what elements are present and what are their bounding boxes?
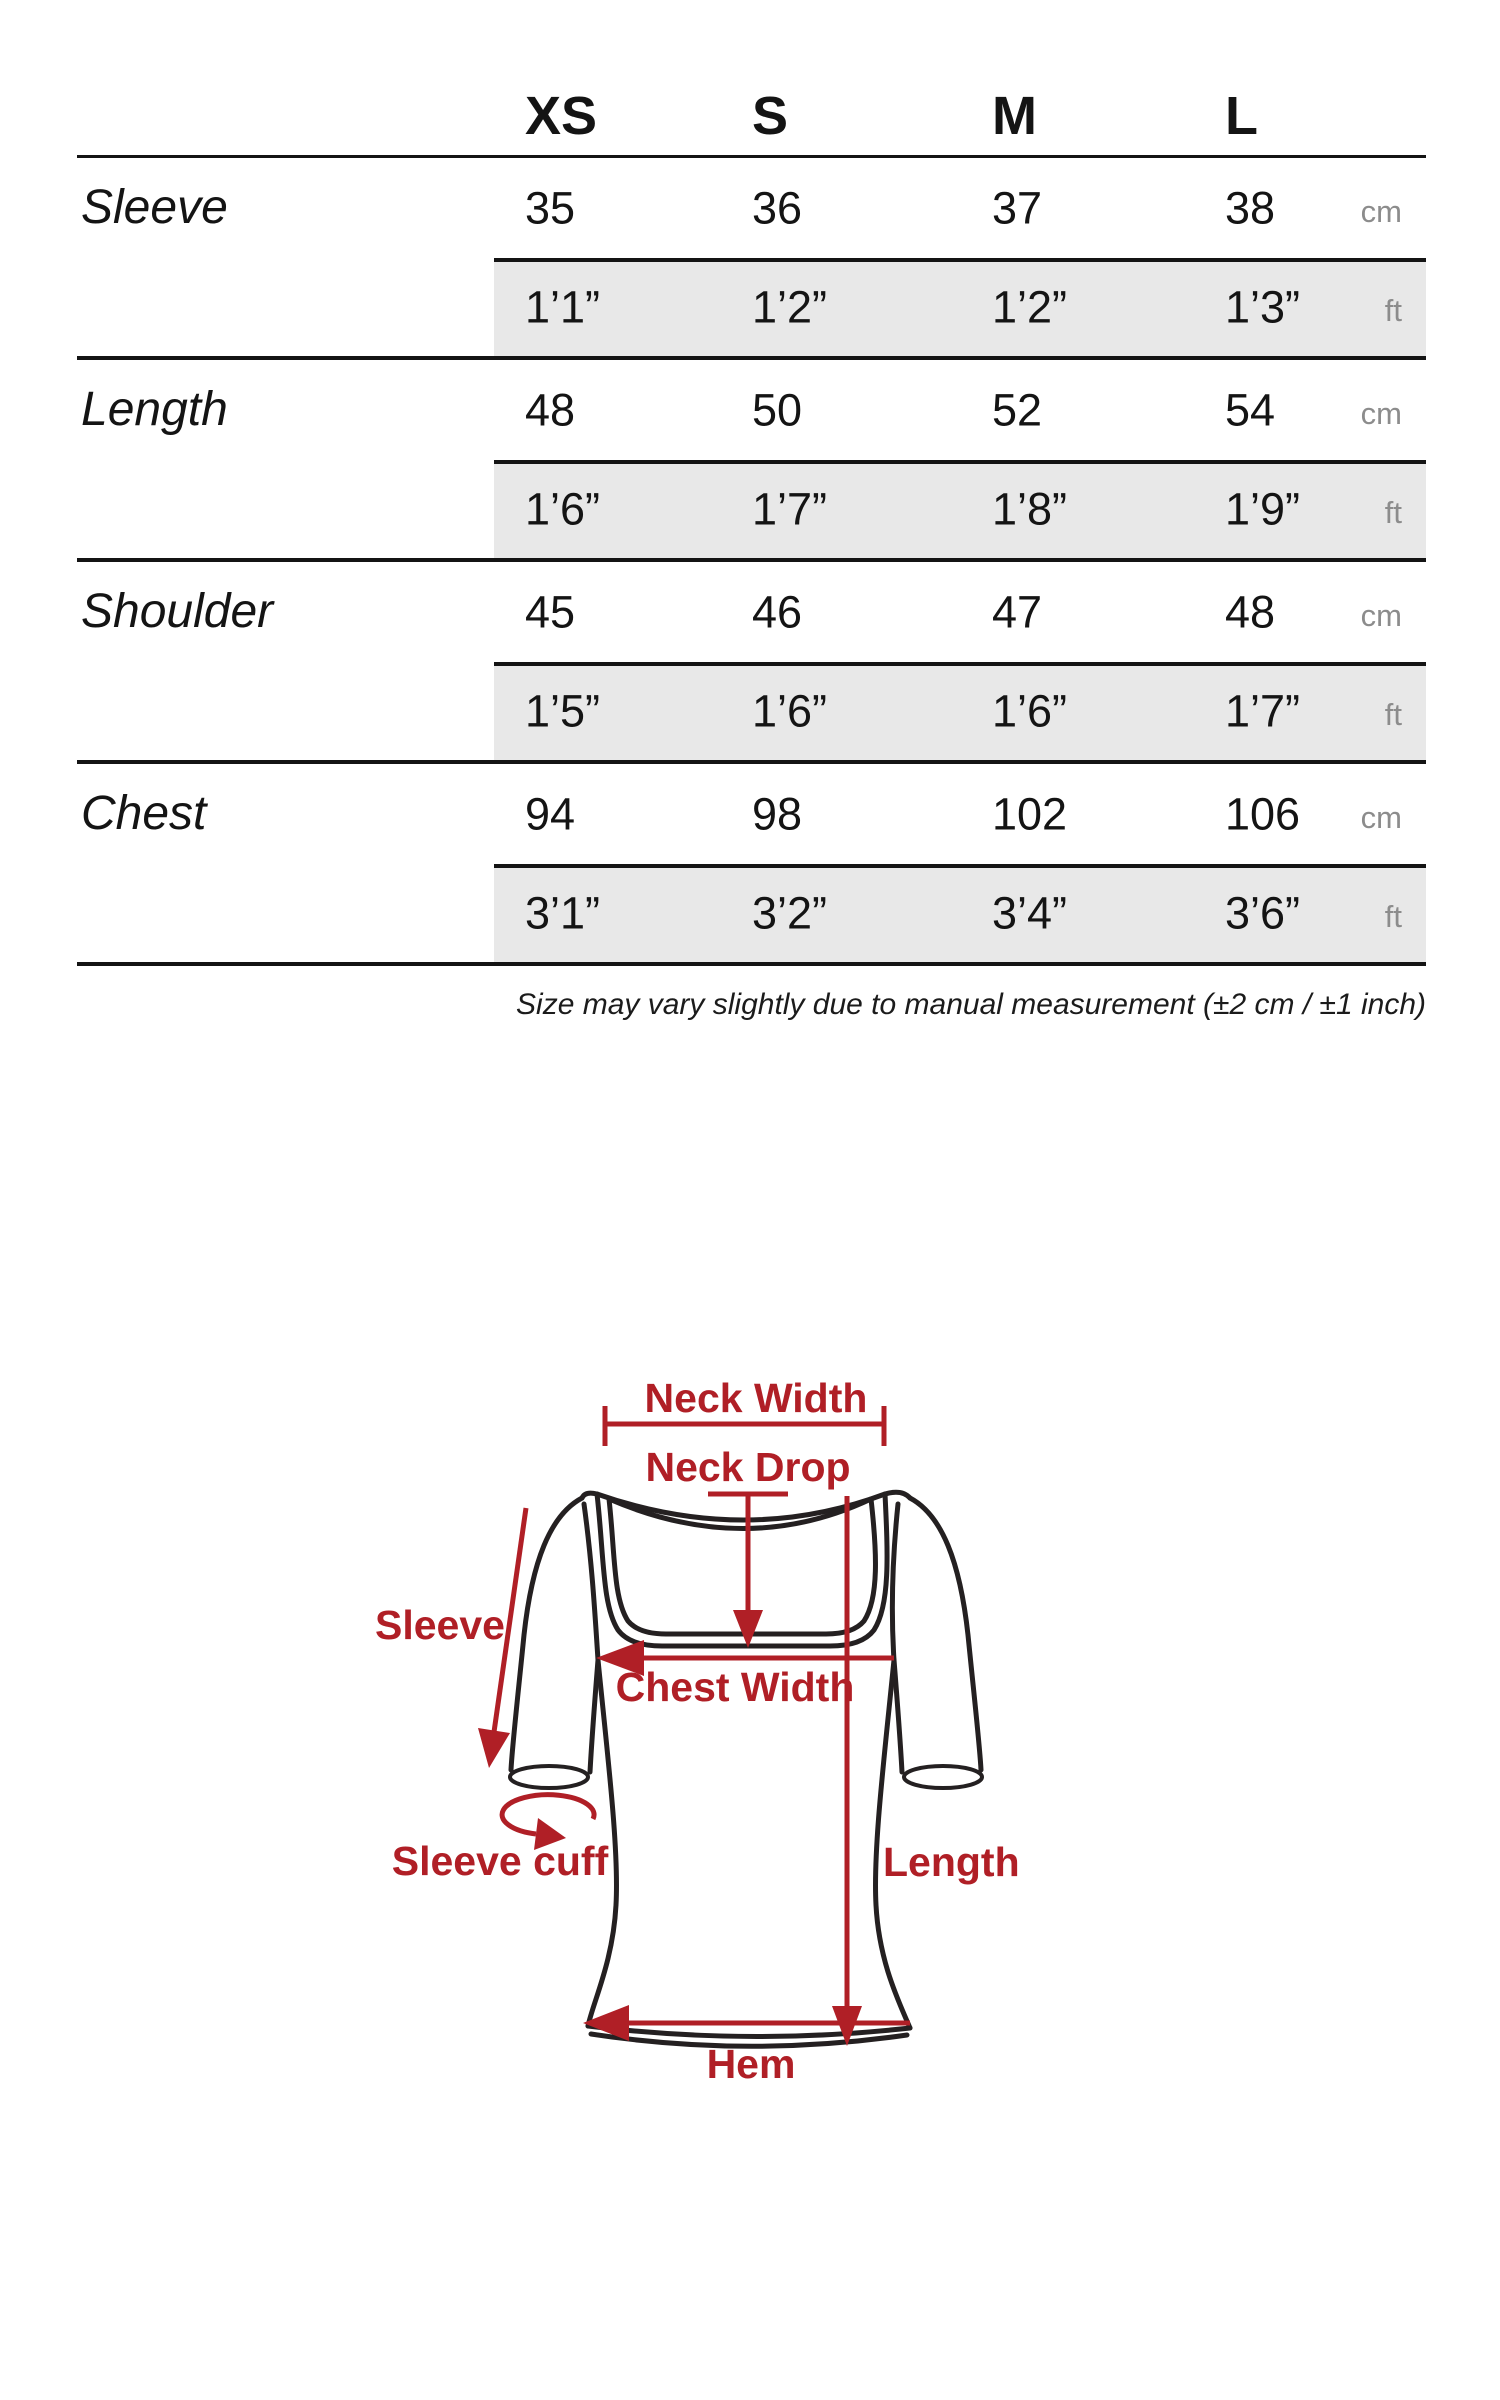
size-table (77, 0, 1426, 1023)
cell-length-ft-s: 1’7” (752, 483, 828, 535)
hem-curve-outer (588, 2026, 910, 2037)
unit-label-ft: ft (1384, 899, 1402, 935)
cell-sleeve-cm-l: 38 (1225, 182, 1276, 234)
cell-chest-cm-m: 102 (992, 788, 1068, 840)
unit-label-ft: ft (1384, 293, 1402, 329)
cell-length-cm-xs: 48 (525, 384, 576, 436)
cell-length-cm-m: 52 (992, 384, 1043, 436)
row-label-shoulder: Shoulder (81, 585, 274, 638)
cell-chest-ft-m: 3’4” (992, 887, 1068, 939)
cell-chest-ft-l: 3’6” (1225, 887, 1301, 939)
right-armhole-seam (892, 1504, 898, 1660)
unit-label-cm: cm (1360, 598, 1402, 634)
row-shoulder-ft (77, 662, 1426, 764)
sleeve-label: Sleeve (375, 1602, 505, 1648)
hem-label: Hem (706, 2041, 796, 2087)
cell-sleeve-ft-m: 1’2” (992, 281, 1068, 333)
size-col-header-m: M (992, 86, 1037, 146)
right-sleeve-outer (910, 1498, 981, 1770)
row-length-cm (77, 360, 1426, 460)
cell-shoulder-ft-s: 1’6” (752, 685, 828, 737)
row-sleeve-cm (77, 158, 1426, 258)
measurement-labels (375, 1375, 1020, 2087)
back-neck-inner (609, 1499, 871, 1529)
cell-sleeve-ft-l: 1’3” (1225, 281, 1301, 333)
cell-sleeve-cm-m: 37 (992, 182, 1043, 234)
cell-shoulder-cm-m: 47 (992, 586, 1043, 638)
size-col-header-xs: XS (525, 86, 598, 146)
measurement-note: Size may vary slightly due to manual measurement (±2 cm / ±1 inch) (516, 988, 1426, 1021)
size-col-header-s: S (752, 86, 789, 146)
cell-sleeve-cm-s: 36 (752, 182, 803, 234)
cell-shoulder-cm-xs: 45 (525, 586, 576, 638)
unit-label-cm: cm (1360, 800, 1402, 836)
cell-chest-cm-xs: 94 (525, 788, 576, 840)
cell-chest-cm-l: 106 (1225, 788, 1301, 840)
chest-width-label: Chest Width (615, 1664, 855, 1710)
right-shoulder-top (885, 1492, 910, 1498)
unit-label-ft: ft (1384, 697, 1402, 733)
cell-length-cm-l: 54 (1225, 384, 1276, 436)
length-label: Length (883, 1839, 1020, 1885)
row-chest-ft (77, 864, 1426, 966)
cell-chest-ft-xs: 3’1” (525, 887, 601, 939)
size-col-header-l: L (1225, 86, 1258, 146)
measurement-lines (494, 1406, 910, 2023)
unit-label-ft: ft (1384, 495, 1402, 531)
unit-label-cm: cm (1360, 194, 1402, 230)
left-cuff (510, 1766, 588, 1788)
cell-length-ft-l: 1’9” (1225, 483, 1301, 535)
cell-shoulder-ft-xs: 1’5” (525, 685, 601, 737)
left-armhole-seam (584, 1504, 598, 1660)
left-sleeve-inner (590, 1660, 598, 1772)
neck-drop-arrowhead (733, 1610, 763, 1648)
neck-width-label: Neck Width (644, 1375, 868, 1421)
cell-shoulder-cm-l: 48 (1225, 586, 1276, 638)
cell-shoulder-ft-m: 1’6” (992, 685, 1068, 737)
cell-chest-cm-s: 98 (752, 788, 803, 840)
cell-sleeve-ft-s: 1’2” (752, 281, 828, 333)
back-neck-outer (597, 1494, 885, 1520)
size-table-header-row (77, 0, 1426, 158)
cell-length-ft-m: 1’8” (992, 483, 1068, 535)
row-label-sleeve: Sleeve (81, 181, 228, 234)
right-sleeve-inner (894, 1660, 902, 1772)
cell-length-ft-xs: 1’6” (525, 483, 601, 535)
cell-length-cm-s: 50 (752, 384, 803, 436)
cell-sleeve-ft-xs: 1’1” (525, 281, 601, 333)
sleeve-cuff-label: Sleeve cuff (391, 1838, 609, 1884)
row-chest-cm (77, 764, 1426, 864)
row-label-chest: Chest (81, 787, 207, 840)
neck-drop-label: Neck Drop (645, 1444, 851, 1490)
unit-label-cm: cm (1360, 396, 1402, 432)
cell-chest-ft-s: 3’2” (752, 887, 828, 939)
right-cuff (904, 1766, 982, 1788)
row-sleeve-ft (77, 258, 1426, 360)
cell-sleeve-cm-xs: 35 (525, 182, 576, 234)
row-length-ft (77, 460, 1426, 562)
row-label-length: Length (81, 383, 228, 436)
cell-shoulder-ft-l: 1’7” (1225, 685, 1301, 737)
cell-shoulder-cm-s: 46 (752, 586, 803, 638)
sleeve-arrowhead (478, 1728, 510, 1768)
row-shoulder-cm (77, 562, 1426, 662)
